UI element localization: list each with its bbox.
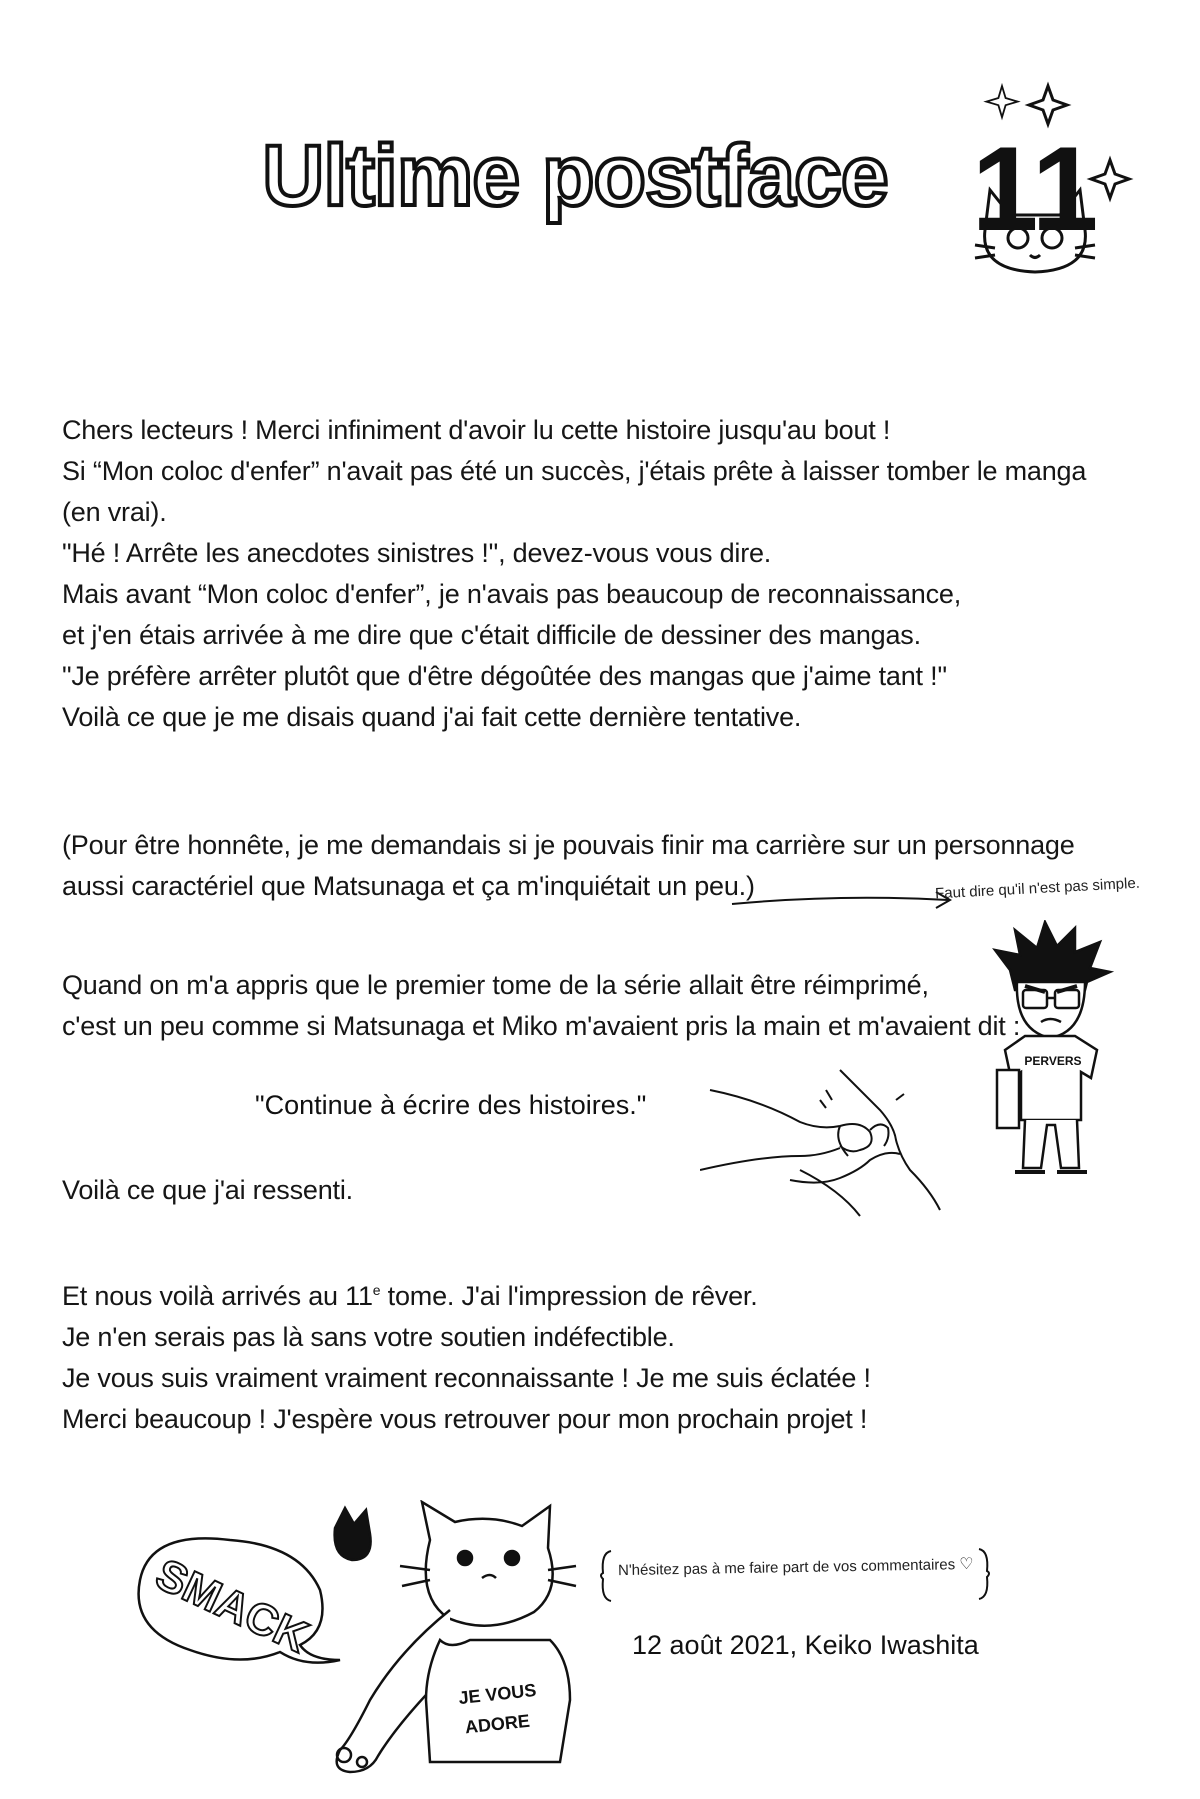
signature: 12 août 2021, Keiko Iwashita	[632, 1630, 979, 1660]
heart-icon: ♡	[959, 1555, 974, 1574]
volume-badge: 11	[971, 122, 1099, 256]
superscript: e	[372, 1282, 381, 1298]
paragraph-intro	[62, 410, 1086, 738]
sfx-text: SMACK	[148, 1549, 316, 1663]
text-line: c'est un peu comme si Matsunaga et Miko m'avaient pris la main et m'avaient dit :	[62, 1011, 1021, 1041]
text-line: "Hé ! Arrête les anecdotes sinistres !", devez-vous vous dire.	[62, 538, 772, 568]
text-line: "Je préfère arrêter plutôt que d'être dégoûtée des mangas que j'aime tant !"	[62, 661, 947, 691]
text-line: Je vous suis vraiment vraiment reconnaissante ! Je me suis éclatée !	[62, 1363, 871, 1393]
page-title: Ultime postface	[262, 128, 888, 224]
cat-kiss-illustration	[130, 1500, 650, 1780]
comment-note-text: N'hésitez pas à me faire part de vos commentaires	[617, 1556, 956, 1580]
title-graphic	[0, 80, 1200, 280]
character-illustration	[975, 920, 1125, 1190]
cat-shirt-line: ADORE	[463, 1710, 531, 1738]
text-line: Mais avant “Mon coloc d'enfer”, je n'avais pas beaucoup de reconnaissance,	[62, 579, 962, 609]
text-fragment: tome. J'ai l'impression de rêver.	[380, 1281, 758, 1311]
text-line: aussi caractériel que Matsunaga et ça m'inquiétait un peu.)	[62, 871, 755, 901]
quote-text: "Continue à écrire des histoires."	[255, 1090, 647, 1120]
side-note: Faut dire qu'il n'est pas simple.	[934, 874, 1141, 903]
text-line: Voilà ce que j'ai ressenti.	[62, 1175, 353, 1205]
text-line: (Pour être honnête, je me demandais si je pouvais finir ma carrière sur un personnage	[62, 830, 1075, 860]
arrow-icon	[730, 880, 960, 920]
text-line: Je n'en serais pas là sans votre soutien indéfectible.	[62, 1322, 675, 1352]
title-area	[0, 80, 1200, 280]
text-line: Quand on m'a appris que le premier tome de la série allait être réimprimé,	[62, 970, 929, 1000]
text-line: Si “Mon coloc d'enfer” n'avait pas été un succès, j'étais prête à laisser tomber le manga	[62, 456, 1087, 486]
text-line: Chers lecteurs ! Merci infiniment d'avoir lu cette histoire jusqu'au bout !	[62, 415, 891, 445]
cat-shirt-line: JE VOUS	[457, 1680, 538, 1709]
paragraph-feeling	[62, 1170, 353, 1211]
paragraph-thanks	[62, 1270, 871, 1440]
text-fragment: Et nous voilà arrivés au 11	[62, 1281, 373, 1311]
paragraph-reprint	[62, 965, 1020, 1047]
text-line: Voilà ce que je me disais quand j'ai fait cette dernière tentative.	[62, 702, 802, 732]
hands-illustration	[700, 1060, 990, 1220]
text-line: (en vrai).	[62, 497, 167, 527]
text-line: Merci beaucoup ! J'espère vous retrouver pour mon prochain projet !	[62, 1404, 868, 1434]
text-line	[62, 1270, 871, 1317]
shirt-text: PERVERS	[1024, 1054, 1082, 1068]
text-line: et j'en étais arrivée à me dire que c'était difficile de dessiner des mangas.	[62, 620, 921, 650]
